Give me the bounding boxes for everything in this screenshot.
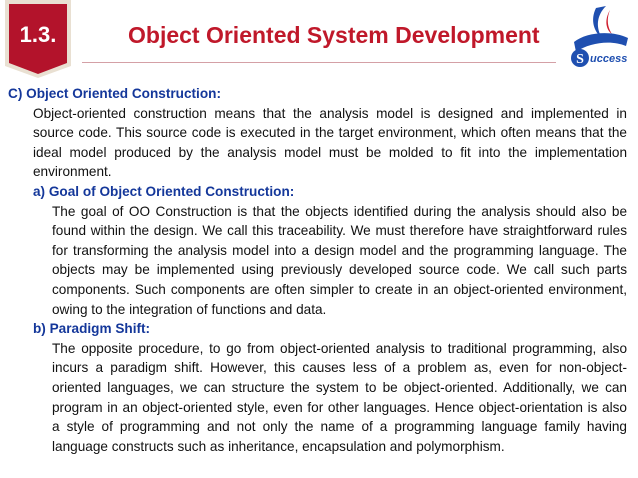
subsection-heading-goal: a) Goal of Object Oriented Construction: xyxy=(33,183,295,199)
section-number-badge xyxy=(5,0,71,78)
section-heading: C) Object Oriented Construction: xyxy=(8,86,221,101)
section-number: 1.3. xyxy=(19,22,57,47)
title-divider xyxy=(82,62,556,63)
svg-text:S: S xyxy=(576,52,584,67)
document-body xyxy=(0,84,638,456)
subsection-heading-paradigm-shift: b) Paradigm Shift: xyxy=(33,321,151,337)
logo-text: uccess xyxy=(590,53,628,65)
section-intro-paragraph: Object-oriented construction means that the analysis model is designed and implemented in source code. This source code is executed in the target environment, which often means that the ideal model produced by the analysis model must be molded to fit into the implementation environment. xyxy=(33,105,627,180)
subsection-body-goal: The goal of OO Construction is that the objects identified during the analysis should also be found within the design. We call this traceability. We must therefore have straightforward rules for transforming the analysis model into a design model and the programming language. The objects may be implemented using previously developed source code. We call such parts components. Such components are often simpler to create in an object-oriented environment, owing to the integration of functions and data. xyxy=(52,203,627,317)
success-logo xyxy=(566,2,634,76)
subsection-body-paradigm-shift: The opposite procedure, to go from object-oriented analysis to traditional programming, also incurs a paradigm shift. However, this causes less of a problem as, even for non-object-oriented languages, we can structure the system to be object-oriented. Additionally, we can program in an object-oriented style, even for other languages. Hence object-orientation is also a style of programming and not only the name of a programming language family having language constructs such as inheritance, encapsulation and polymorphism. xyxy=(52,340,627,454)
page-title: Object Oriented System Development xyxy=(128,22,540,48)
